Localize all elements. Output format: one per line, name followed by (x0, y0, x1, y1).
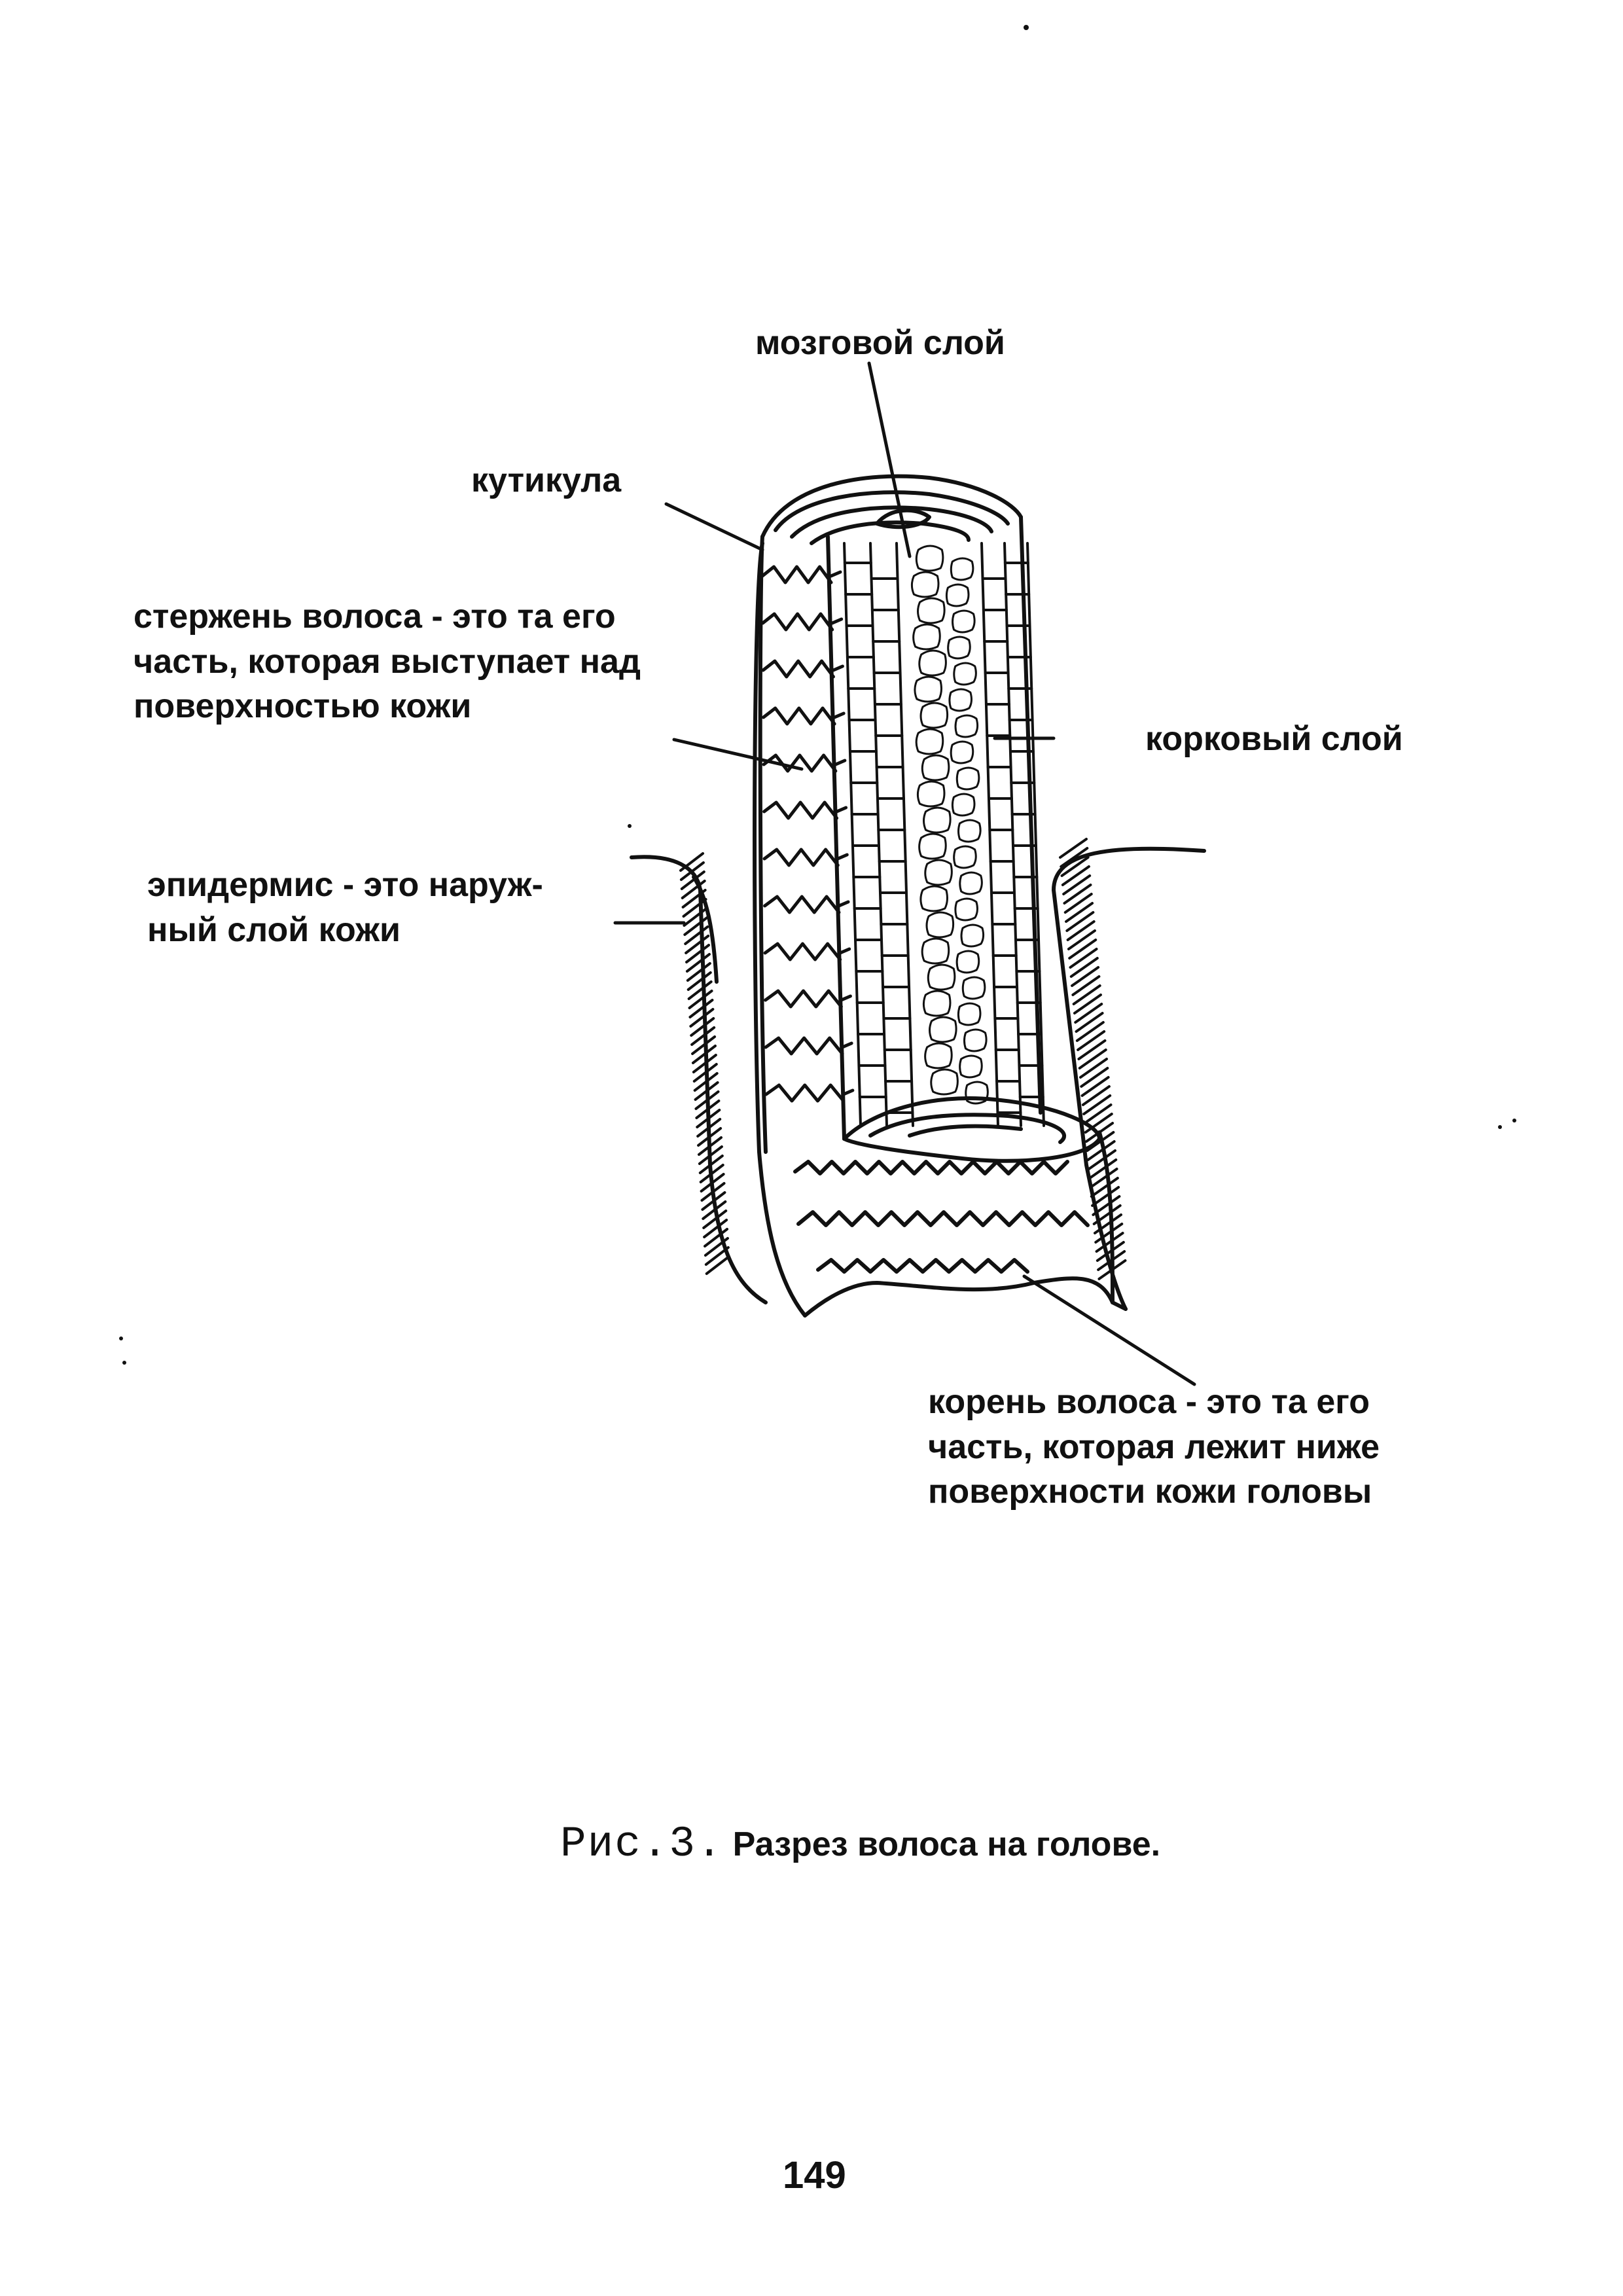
hatch-line (1063, 876, 1090, 894)
label-shaft-line-2: часть, которая выступает над (134, 642, 641, 681)
hatch-line (1080, 1050, 1106, 1068)
hatch-line (1091, 1169, 1117, 1187)
cortex-column-line (982, 543, 998, 1126)
shaft-zigzag-band (762, 567, 831, 583)
hatch-line (1064, 885, 1090, 903)
medulla-cell (915, 677, 942, 702)
hatch-line (1071, 958, 1097, 977)
label-shaft (134, 594, 641, 729)
medulla-cell (916, 546, 943, 571)
shaft-scale-tick (838, 855, 847, 859)
medulla-cell (965, 1030, 987, 1051)
medulla-cell (918, 781, 944, 806)
shaft-scale-tick (837, 808, 846, 812)
hatch-line (1083, 1086, 1109, 1105)
medulla-cell (963, 977, 985, 999)
hatch-line (1080, 1059, 1107, 1077)
medulla-cell (930, 1017, 957, 1042)
medulla-cell (958, 1003, 980, 1025)
hatch-line (706, 1247, 728, 1265)
hatch-line (689, 982, 711, 999)
medulla-cell (951, 558, 973, 580)
cortex-column-line (870, 543, 887, 1126)
label-medulla: мозговой слой (755, 324, 1005, 362)
medulla-cell (922, 939, 949, 963)
hatch-line (1086, 1114, 1112, 1132)
medulla-cell (931, 1069, 958, 1094)
hatch-line (1079, 1041, 1105, 1059)
hatch-line (1078, 1031, 1104, 1050)
medulla-cell (952, 794, 974, 816)
shaft-zigzag-band (764, 850, 838, 865)
medulla-cell (924, 808, 951, 833)
hatch-line (691, 1018, 713, 1035)
figure-caption-prefix: Рис.3. (560, 1820, 724, 1869)
shaft-scale-tick (834, 713, 844, 717)
medulla-cell (914, 624, 940, 649)
shaft-scale-tick (839, 902, 848, 906)
medulla-cell (912, 572, 938, 597)
medulla-cell (961, 925, 984, 946)
hatch-line (681, 853, 703, 870)
label-shaft-line-3: поверхностью кожи (134, 687, 472, 726)
hatch-line (1066, 903, 1092, 922)
label-cuticle: кутикула (471, 461, 622, 499)
hatch-line (1090, 1160, 1116, 1178)
hatch-line (1074, 986, 1100, 1004)
cortex-cells (844, 543, 1044, 1126)
label-epidermis-line-2: ный слой кожи (147, 910, 401, 949)
epidermis-left-hatching (681, 853, 729, 1274)
hatch-line (690, 1009, 713, 1026)
medulla-cell (954, 663, 976, 685)
root-band-2 (798, 1212, 1088, 1225)
hatch-line (1071, 949, 1097, 967)
hatch-line (1067, 912, 1093, 931)
shaft-zigzag-band (764, 708, 835, 724)
medulla-cell (948, 637, 971, 658)
label-root-line-2: часть, которая лежит ниже (928, 1427, 1380, 1466)
medulla-cell (923, 991, 950, 1016)
hatch-line (704, 1220, 726, 1237)
medulla-cell (925, 1043, 952, 1068)
hatch-line (1093, 1196, 1119, 1215)
cortex-column-line (897, 543, 913, 1126)
shaft-scale-tick (842, 1043, 851, 1047)
medulla-cell (955, 899, 978, 920)
hatch-line (1089, 1151, 1115, 1169)
root-band-3 (818, 1260, 1027, 1272)
shaft-zigzag-band (766, 1038, 842, 1054)
label-root (928, 1380, 1380, 1515)
shaft-zigzag-band (765, 897, 839, 912)
label-epidermis-line-1: эпидермис - это наруж- (147, 866, 543, 904)
figure-caption-text: Разрез волоса на голове. (732, 1825, 1161, 1863)
cortex-column-line (1005, 543, 1021, 1126)
medulla-cell (957, 768, 979, 789)
leader-cuticle (666, 504, 762, 550)
medulla-cell (928, 965, 955, 990)
medulla-cell (960, 872, 982, 894)
medulla-cell (960, 1056, 982, 1077)
hatch-line (690, 1000, 712, 1017)
leader-root (1024, 1276, 1194, 1384)
label-cortex: корковый слой (1145, 720, 1403, 758)
medulla-cell (957, 951, 979, 973)
medulla-cell (922, 755, 949, 780)
hatch-line (687, 945, 709, 962)
medulla-cell (918, 598, 945, 623)
cutaway-bottom-ring-1 (870, 1115, 1064, 1142)
medulla-cell (919, 834, 946, 859)
shaft-zigzag-band (766, 991, 842, 1007)
label-root-line-3: поверхности кожи головы (928, 1473, 1372, 1511)
hatch-line (688, 973, 711, 990)
medulla-cell (953, 611, 975, 632)
shaft-left-edge (760, 537, 766, 1152)
medulla-cell (921, 703, 948, 728)
shaft-scale-tick (831, 572, 840, 576)
medulla-cell (946, 584, 969, 606)
leader-shaft (674, 740, 802, 769)
hatch-line (1077, 1013, 1103, 1031)
hatch-line (1065, 894, 1092, 912)
medulla-cells (912, 546, 988, 1103)
figure-caption (560, 1820, 1160, 1869)
hatch-line (688, 963, 710, 980)
shaft-scale-tick (836, 761, 845, 764)
hatch-line (707, 1257, 729, 1274)
medulla-cell (919, 651, 946, 675)
shaft-zigzag-band (765, 944, 840, 960)
medulla-cell (951, 742, 973, 763)
hatch-line (1068, 922, 1094, 940)
epidermis-right-edge (1054, 849, 1204, 1309)
hatch-line (687, 954, 709, 971)
hatch-line (1092, 1178, 1118, 1196)
medulla-cell (955, 715, 978, 737)
hatch-line (1073, 977, 1099, 995)
hatch-line (1075, 995, 1101, 1013)
root-band-1 (795, 1162, 1067, 1174)
hatch-line (1082, 1077, 1109, 1096)
epidermis-right-hatching (1060, 839, 1125, 1279)
hatch-line (690, 991, 712, 1008)
hatch-line (1084, 1105, 1111, 1123)
hatch-line (1072, 967, 1098, 986)
medulla-cell (921, 886, 948, 911)
hatch-line (1063, 867, 1089, 885)
medulla-cell (954, 846, 976, 868)
shaft-scale-tick (832, 619, 842, 623)
medulla-cell (950, 689, 972, 711)
hatch-line (1069, 931, 1095, 949)
shaft-zigzag-band (763, 661, 833, 677)
hatch-line (685, 927, 707, 944)
shaft-scale-tick (840, 949, 849, 953)
hatch-line (692, 1028, 714, 1045)
hatch-line (1077, 1022, 1103, 1041)
medulla-cell (925, 860, 952, 885)
hatch-line (1069, 940, 1096, 958)
shaft-zigzag-band (764, 802, 837, 818)
label-epidermis (147, 863, 543, 952)
hatch-line (1084, 1096, 1110, 1114)
shaft-zigzag-band (766, 1085, 844, 1101)
shaft-zigzag-band (763, 614, 832, 630)
shaft-scale-tick (841, 996, 850, 1000)
label-shaft-line-1: стержень волоса - это та его (134, 598, 616, 636)
medulla-cell (927, 912, 954, 937)
label-root-line-1: корень волоса - это та его (928, 1383, 1370, 1421)
medulla-cell (916, 729, 943, 754)
cortex-column-line (844, 543, 861, 1126)
medulla-cell (959, 820, 981, 842)
shaft-scale-tick (833, 666, 842, 670)
hatch-line (1081, 1068, 1107, 1086)
hatch-line (1092, 1187, 1118, 1206)
hatch-line (1075, 1004, 1101, 1022)
hatch-line (686, 936, 708, 953)
hatch-line (692, 1037, 715, 1054)
cutaway-bottom-ring-2 (910, 1126, 1021, 1136)
page-number: 149 (783, 2154, 846, 2197)
